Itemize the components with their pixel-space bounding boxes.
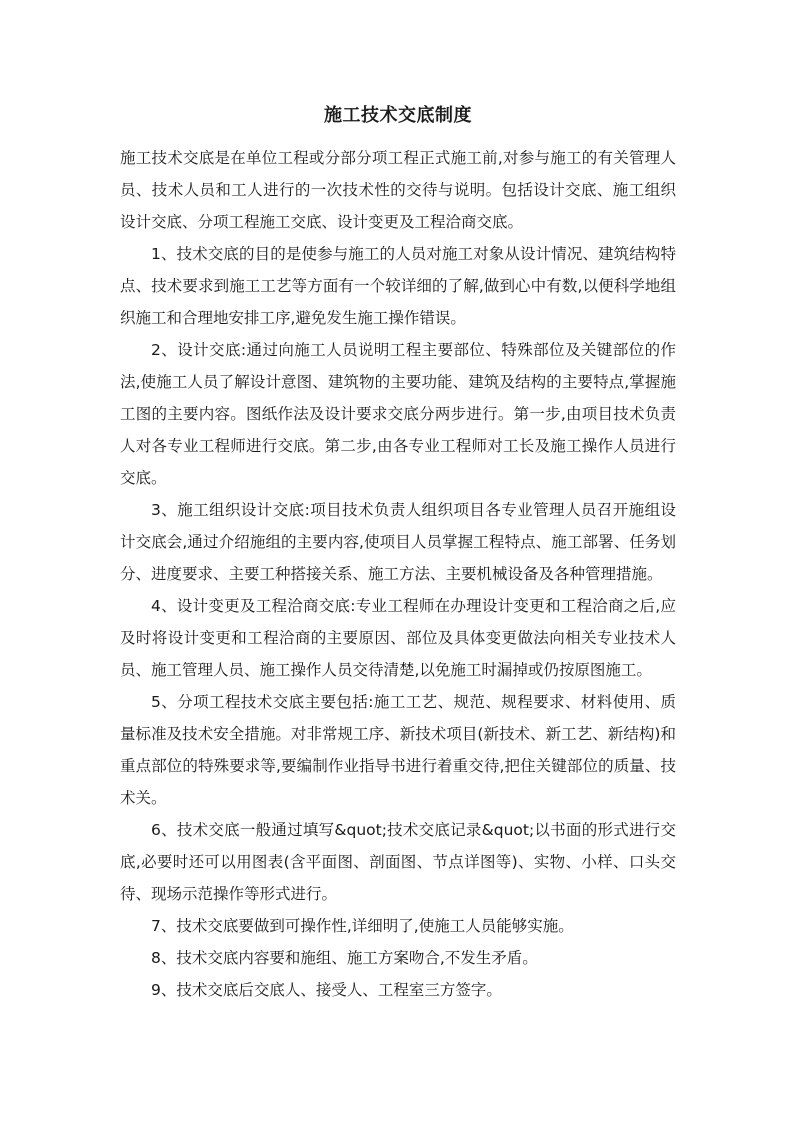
document-title: 施工技术交底制度 [324,105,472,126]
item-7-paragraph: 7、技术交底要做到可操作性,详细明了,使施工人员能够实施。 [151,917,574,935]
item-4-paragraph: 4、设计变更及工程洽商交底:专业工程师在办理设计变更和工程洽商之后,应及时将设计变更和工程洽商的主要原因、部位及具体变更做法向相关专业技术人员、施工管理人员、施工操作人员交待清楚,以免施工时漏掉或仍按原图施工。 [120,597,676,679]
item-8-paragraph: 8、技术交底内容要和施组、施工方案吻合,不发生矛盾。 [151,949,538,967]
item-1-paragraph: 1、技术交底的目的是使参与施工的人员对施工对象从设计情况、建筑结构特点、技术要求到施工工艺等方面有一个较详细的了解,做到心中有数,以便科学地组织施工和合理地安排工序,避免发生施工操作错误。 [120,245,676,327]
document-page [120,100,676,1006]
intro-paragraph: 施工技术交底是在单位工程或分部分项工程正式施工前,对参与施工的有关管理人员、技术人员和工人进行的一次技术性的交待与说明。包括设计交底、施工组织设计交底、分项工程施工交底、设计变更及工程洽商交底。 [120,149,676,231]
item-9-paragraph: 9、技术交底后交底人、接受人、工程室三方签字。 [151,981,502,999]
item-6-paragraph: 6、技术交底一般通过填写&quot;技术交底记录&quot;以书面的形式进行交底,必要时还可以用图表(含平面图、剖面图、节点详图等)、实物、小样、口头交待、现场示范操作等形式进行。 [120,821,676,903]
item-5-paragraph: 5、分项工程技术交底主要包括:施工工艺、规范、规程要求、材料使用、质量标准及技术安全措施。对非常规工序、新技术项目(新技术、新工艺、新结构)和重点部位的特殊要求等,要编制作业指导书进行着重交待,把住关键部位的质量、技术关。 [120,693,676,807]
item-3-paragraph: 3、施工组织设计交底:项目技术负责人组织项目各专业管理人员召开施组设计交底会,通过介绍施组的主要内容,使项目人员掌握工程特点、施工部署、任务划分、进度要求、主要工种搭接关系、施工方法、主要机械设备及各种管理措施。 [120,501,676,583]
item-2-paragraph: 2、设计交底:通过向施工人员说明工程主要部位、特殊部位及关键部位的作法,使施工人员了解设计意图、建筑物的主要功能、建筑及结构的主要特点,掌握施工图的主要内容。图纸作法及设计要求交底分两步进行。第一步,由项目技术负责人对各专业工程师进行交底。第二步,由各专业工程师对工长及施工操作人员进行交底。 [120,341,676,487]
